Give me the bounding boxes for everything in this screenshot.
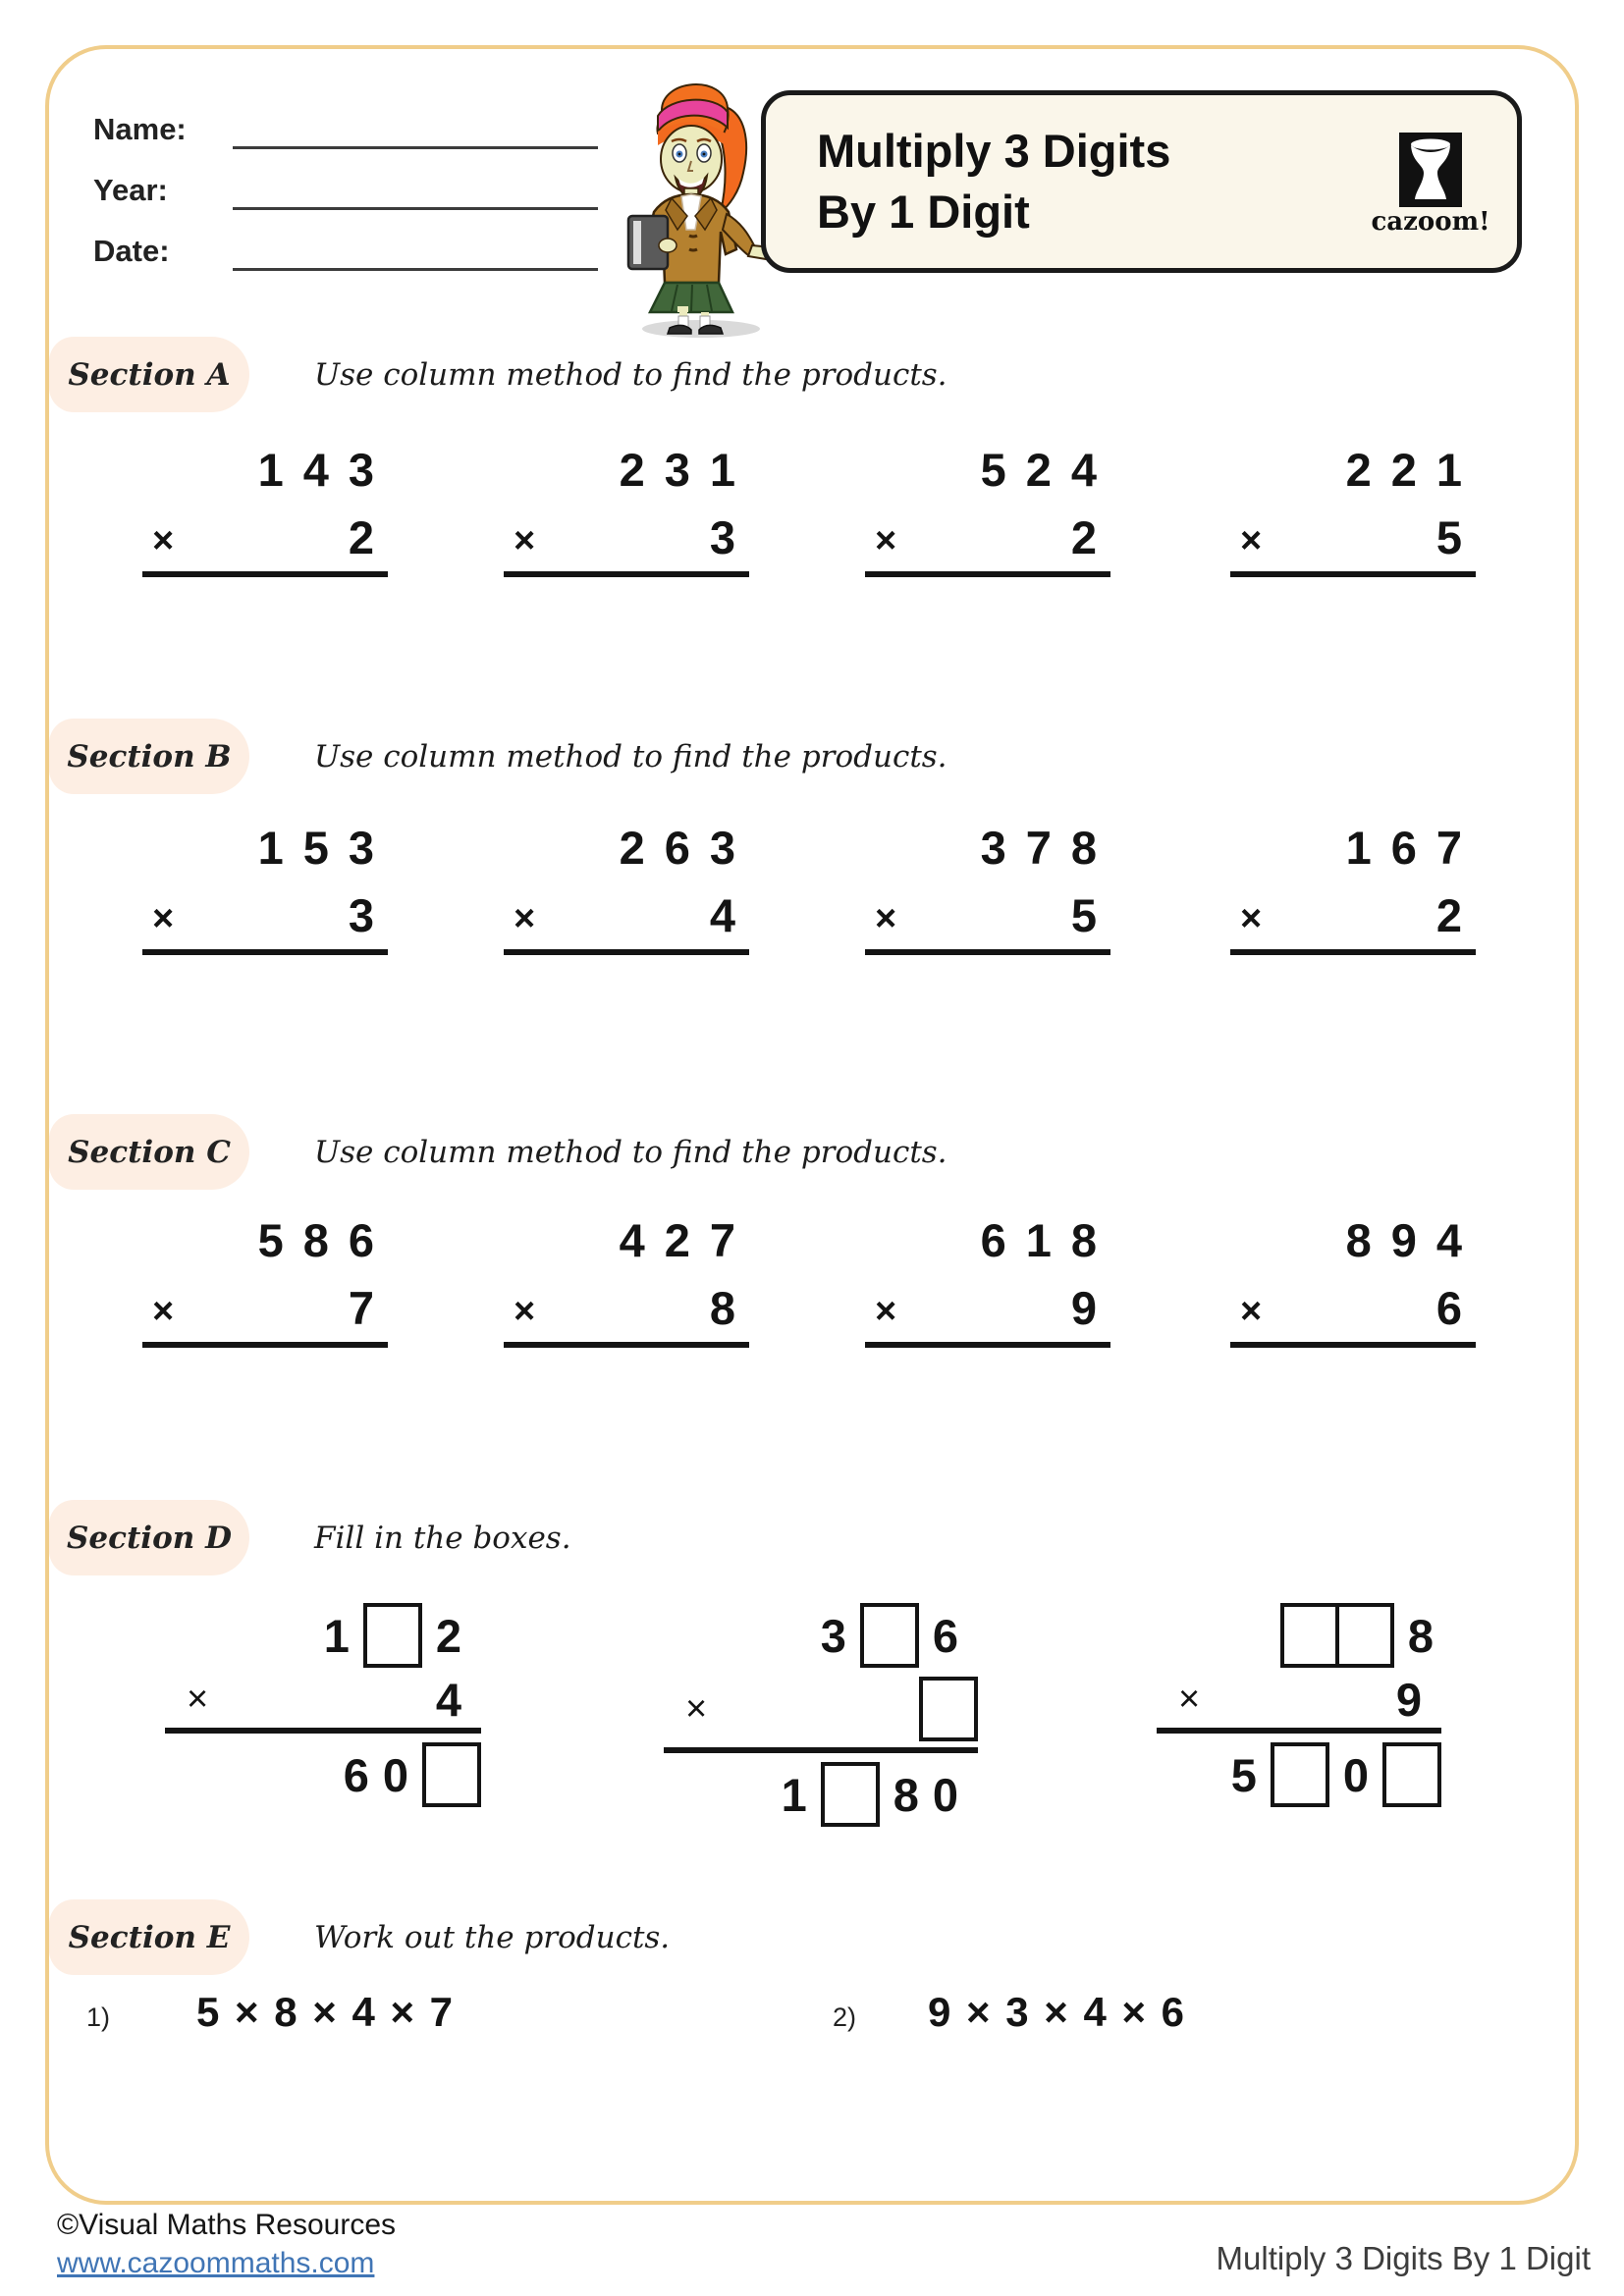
multiplier-row: [165, 1671, 481, 1728]
multiplicand: 167: [1345, 822, 1482, 874]
multiplier: 5: [1435, 511, 1462, 563]
digit: 2: [435, 1609, 461, 1662]
section-b-pill: [49, 719, 249, 794]
multiplicand: 586: [257, 1214, 394, 1266]
section-b-problem-3: [865, 818, 1116, 955]
token-group: [344, 1742, 481, 1807]
answer-line: [664, 1747, 978, 1753]
section-d-label: Section D: [67, 1520, 232, 1556]
multiply-sign: ×: [875, 1291, 897, 1332]
digit: 0: [382, 1748, 408, 1801]
answer-line: [865, 571, 1110, 577]
section-a-instruction: Use column method to find the products.: [314, 357, 947, 393]
multiply-sign: ×: [514, 1291, 536, 1332]
date-label: Date:: [93, 234, 170, 268]
answer-box: [1271, 1742, 1329, 1807]
multiplicand: 153: [257, 822, 394, 874]
token-group: [436, 1673, 461, 1727]
answer-box: [919, 1677, 978, 1741]
digit: 1: [781, 1768, 807, 1821]
multiplicand: 524: [980, 444, 1116, 496]
multiplicand: 618: [980, 1214, 1116, 1266]
multiplier-row: [142, 1271, 388, 1342]
multiplier: 9: [1070, 1282, 1097, 1334]
token-group: [919, 1677, 978, 1741]
section-c-label: Section C: [68, 1134, 231, 1170]
multiplicand-row: [142, 818, 394, 879]
section-e-number-2: 2): [833, 2002, 857, 2032]
digit: 8: [1407, 1609, 1434, 1662]
answer-line: [142, 1342, 388, 1348]
footer-left: [57, 2209, 396, 2280]
section-d-instruction: Fill in the boxes.: [314, 1521, 571, 1556]
title-line1: Multiply 3 Digits: [817, 125, 1171, 177]
multiplier-row: [142, 501, 388, 571]
section-e-label: Section E: [68, 1919, 231, 1955]
logo-wordmark: cazoom!: [1371, 207, 1490, 237]
multiplier-row: [865, 501, 1110, 571]
multiplier: 2: [1435, 889, 1462, 941]
multiply-sign: ×: [1240, 520, 1263, 561]
answer-line: [1157, 1728, 1441, 1734]
token-group: [821, 1603, 958, 1668]
multiplier-row: [504, 879, 749, 949]
multiplier-row: [1230, 1271, 1476, 1342]
section-d-problem-2: [664, 1600, 978, 1834]
answer-line: [142, 571, 388, 577]
multiply-sign: ×: [1178, 1679, 1201, 1720]
section-c-problem-3: [865, 1210, 1116, 1348]
section-e-expression-2: 9 × 3 × 4 × 6: [928, 1989, 1187, 2035]
multiply-sign: ×: [514, 520, 536, 561]
section-d-pill: [49, 1500, 249, 1575]
answer-line: [1230, 1342, 1476, 1348]
multiplicand-row: [504, 818, 755, 879]
multiplicand: 231: [619, 444, 755, 496]
multiply-sign: ×: [152, 898, 175, 939]
section-d-problem-1: [165, 1600, 481, 1814]
digit: 0: [1342, 1748, 1369, 1801]
answer-line: [1230, 571, 1476, 577]
digit: 0: [932, 1768, 958, 1821]
multiply-sign: ×: [187, 1679, 209, 1720]
section-a-problem-4: [1230, 440, 1482, 577]
answer-box: [1280, 1603, 1339, 1668]
multiply-sign: ×: [875, 520, 897, 561]
answer-line: [504, 949, 749, 955]
answer-line: [504, 1342, 749, 1348]
multiplier: 8: [709, 1282, 735, 1334]
answer-line: [165, 1728, 481, 1734]
multiplicand-row: [142, 1210, 394, 1271]
token-group: [1280, 1603, 1434, 1668]
multiplier-row: [504, 1271, 749, 1342]
section-c-problem-4: [1230, 1210, 1482, 1348]
multiplier-row: [1230, 501, 1476, 571]
footer-page-title: Multiply 3 Digits By 1 Digit: [1216, 2240, 1591, 2276]
multiplier: 4: [709, 889, 735, 941]
multiplicand-row: [504, 1210, 755, 1271]
multiplier-row: [1157, 1671, 1441, 1728]
section-c-problem-1: [142, 1210, 394, 1348]
multiply-sign: ×: [152, 1291, 175, 1332]
multiply-sign: ×: [514, 898, 536, 939]
answer-box: [821, 1762, 880, 1827]
year-label: Year:: [93, 173, 168, 207]
token-group: [1396, 1673, 1422, 1727]
multiplier: 5: [1070, 889, 1097, 941]
section-d-problem-3: [1157, 1600, 1441, 1814]
multiplier-row: [142, 879, 388, 949]
answer-line: [504, 571, 749, 577]
answer-box: [422, 1742, 481, 1807]
website-link[interactable]: www.cazoommaths.com: [57, 2247, 375, 2279]
multiply-sign: ×: [1240, 898, 1263, 939]
section-b-instruction: Use column method to find the products.: [314, 739, 947, 774]
section-e-pill: [49, 1899, 249, 1975]
product-row: [165, 1735, 481, 1814]
token-group: [1231, 1742, 1441, 1807]
section-a-problem-1: [142, 440, 394, 577]
multiplier-row: [504, 501, 749, 571]
section-c-instruction: Use column method to find the products.: [314, 1135, 947, 1170]
answer-box: [1335, 1603, 1394, 1668]
multiply-sign: ×: [152, 520, 175, 561]
multiplier: 3: [709, 511, 735, 563]
multiply-sign: ×: [1240, 1291, 1263, 1332]
multiplier: 2: [348, 511, 374, 563]
multiplicand-row: [865, 440, 1116, 501]
multiplicand: 427: [619, 1214, 755, 1266]
multiplicand: 378: [980, 822, 1116, 874]
section-b-problem-1: [142, 818, 394, 955]
section-b-problem-4: [1230, 818, 1482, 955]
digit: 9: [1395, 1673, 1422, 1726]
answer-box: [363, 1603, 422, 1668]
multiplicand: 143: [257, 444, 394, 496]
digit: 6: [343, 1748, 369, 1801]
multiplier: 6: [1435, 1282, 1462, 1334]
section-b-label: Section B: [67, 738, 232, 774]
multiplicand-row: [165, 1600, 481, 1671]
section-c-pill: [49, 1114, 249, 1190]
section-e-expression-1: 5 × 8 × 4 × 7: [196, 1989, 456, 2035]
multiplicand-row: [865, 1210, 1116, 1271]
multiplier: 7: [348, 1282, 374, 1334]
multiplicand-row: [1157, 1600, 1441, 1671]
section-a-pill: [49, 337, 249, 412]
section-b-problem-2: [504, 818, 755, 955]
section-a-problem-2: [504, 440, 755, 577]
multiplicand-row: [1230, 440, 1482, 501]
multiplicand-row: [142, 440, 394, 501]
copyright-text: ©Visual Maths Resources: [57, 2209, 397, 2241]
answer-line: [142, 949, 388, 955]
multiplier-row: [664, 1671, 978, 1747]
token-group: [782, 1762, 958, 1827]
digit: 3: [820, 1609, 846, 1662]
digit: 4: [435, 1673, 461, 1726]
section-e-instruction: Work out the products.: [314, 1920, 671, 1955]
multiplicand: 221: [1345, 444, 1482, 496]
section-a-label: Section A: [68, 356, 231, 393]
multiply-sign: ×: [875, 898, 897, 939]
multiply-sign: ×: [685, 1688, 708, 1730]
multiplicand: 263: [619, 822, 755, 874]
multiplicand-row: [865, 818, 1116, 879]
multiplicand-row: [1230, 818, 1482, 879]
answer-line: [865, 1342, 1110, 1348]
multiplicand-row: [664, 1600, 978, 1671]
answer-box: [860, 1603, 919, 1668]
answer-box: [1382, 1742, 1441, 1807]
multiplicand-row: [504, 440, 755, 501]
digit: 1: [323, 1609, 350, 1662]
answer-line: [1230, 949, 1476, 955]
token-group: [324, 1603, 461, 1668]
product-row: [1157, 1735, 1441, 1814]
multiplier-row: [1230, 879, 1476, 949]
section-a-problem-3: [865, 440, 1116, 577]
multiplicand-row: [1230, 1210, 1482, 1271]
answer-line: [865, 949, 1110, 955]
product-row: [664, 1755, 978, 1834]
title-line2: By 1 Digit: [817, 186, 1030, 238]
digit: 8: [893, 1768, 919, 1821]
name-label: Name:: [93, 112, 187, 146]
multiplier-row: [865, 879, 1110, 949]
multiplier-row: [865, 1271, 1110, 1342]
digit: 5: [1230, 1748, 1257, 1801]
digit: 6: [932, 1609, 958, 1662]
multiplicand: 894: [1345, 1214, 1482, 1266]
multiplier: 2: [1070, 511, 1097, 563]
multiplier: 3: [348, 889, 374, 941]
section-c-problem-2: [504, 1210, 755, 1348]
section-e-number-1: 1): [86, 2002, 111, 2032]
